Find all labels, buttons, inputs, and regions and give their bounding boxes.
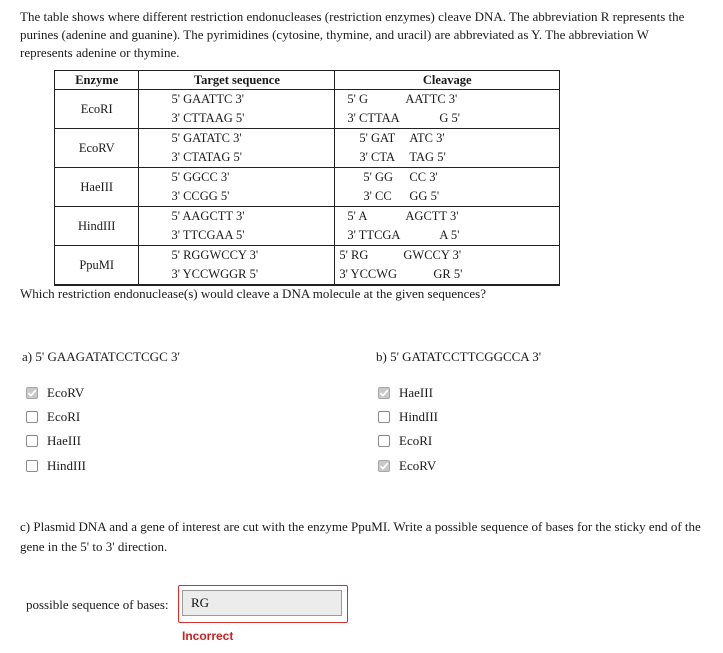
target-line: 3' CTATAG 5' (171, 150, 242, 164)
cleavage-fragment: 3' YCCWG (339, 267, 398, 281)
checkbox-checked[interactable] (26, 387, 38, 399)
feedback-incorrect: Incorrect (182, 629, 234, 643)
target-sequence (139, 168, 335, 207)
cleavage-site (335, 168, 560, 207)
answer-field-wrapper (178, 585, 348, 623)
enzyme-name: PpuMI (55, 246, 139, 286)
option-label: EcoRI (399, 433, 433, 448)
check-icon (27, 388, 37, 398)
option-label: EcoRI (47, 409, 81, 424)
target-line: 5' GGCC 3' (171, 170, 230, 184)
cleavage-site (335, 90, 560, 129)
cleavage-fragment: CC 3' (409, 170, 438, 184)
target-line: 3' CTTAAG 5' (171, 111, 245, 125)
part-a-option-hindiii[interactable] (26, 457, 86, 475)
enzyme-name: HaeIII (55, 168, 139, 207)
part-a-option-ecori[interactable] (26, 408, 80, 426)
cleavage-fragment: 5' GAT (359, 131, 396, 145)
target-line: 5' AAGCTT 3' (171, 209, 245, 223)
intro-text: The table shows where different restriction endonucleases (restriction enzymes) cleave DNA. The abbreviation R represents the purines (adenine and guanine). The pyrimidines (cytosine, thymine, and uracil) are abbreviated as Y. The abbreviation W represents adenine or thymine. (20, 9, 685, 60)
target-line: 3' YCCWGGR 5' (171, 267, 259, 281)
cleavage-fragment: 5' G (347, 92, 369, 106)
checkbox-checked[interactable] (378, 387, 390, 399)
option-label: HaeIII (399, 385, 433, 400)
checkbox[interactable] (378, 435, 390, 447)
enzyme-name: EcoRI (55, 90, 139, 129)
table-row (55, 168, 560, 207)
header-enzyme: Enzyme (55, 71, 139, 90)
table-row (55, 207, 560, 246)
cleavage-fragment: AATTC 3' (405, 92, 458, 106)
checkbox[interactable] (26, 460, 38, 472)
cleavage-fragment: 3' CTA (359, 150, 396, 164)
cleavage-fragment: G 5' (439, 111, 461, 125)
target-sequence (139, 246, 335, 286)
option-label: EcoRV (47, 385, 85, 400)
cleavage-site (335, 207, 560, 246)
cleavage-fragment: GWCCY 3' (403, 248, 462, 262)
part-b-sequence: b) 5' GATATCCTTCGGCCA 3' (376, 349, 542, 364)
target-sequence (139, 129, 335, 168)
cleavage-fragment: ATC 3' (409, 131, 445, 145)
target-line: 5' GATATC 3' (171, 131, 242, 145)
table-row (55, 90, 560, 129)
part-c-question: c) Plasmid DNA and a gene of interest are cut with the enzyme PpuMI. Write a possible sequence of bases for the sticky end of the gene in the 5' to 3' direction. (20, 519, 701, 554)
cleavage-site (335, 246, 560, 286)
option-label: EcoRV (399, 458, 437, 473)
check-icon (379, 461, 389, 471)
target-line: 5' GAATTC 3' (171, 92, 244, 106)
part-a-option-ecorv[interactable] (26, 384, 84, 402)
target-line: 5' RGGWCCY 3' (171, 248, 259, 262)
table-row (55, 246, 560, 286)
checkbox[interactable] (378, 411, 390, 423)
cleavage-fragment: 5' RG (339, 248, 369, 262)
cleavage-fragment: 5' A (347, 209, 368, 223)
header-target: Target sequence (139, 71, 335, 90)
part-b-option-ecorv[interactable] (378, 457, 436, 475)
target-line: 3' CCGG 5' (171, 189, 230, 203)
target-sequence (139, 90, 335, 129)
cleavage-fragment: GR 5' (433, 267, 463, 281)
enzyme-name: EcoRV (55, 129, 139, 168)
target-sequence (139, 207, 335, 246)
cleavage-fragment: 3' TTCGA (347, 228, 401, 242)
part-b-option-ecori[interactable] (378, 432, 432, 450)
checkbox[interactable] (26, 411, 38, 423)
option-label: HindIII (47, 458, 86, 473)
part-a-sequence: a) 5' GAAGATATCCTCGC 3' (22, 349, 180, 364)
check-icon (379, 388, 389, 398)
part-a-option-haeiii[interactable] (26, 432, 81, 450)
cleavage-fragment: AGCTT 3' (405, 209, 459, 223)
checkbox[interactable] (26, 435, 38, 447)
target-line: 3' TTCGAA 5' (171, 228, 245, 242)
enzyme-name: HindIII (55, 207, 139, 246)
answer-label: possible sequence of bases: (26, 597, 169, 612)
enzyme-table (54, 70, 560, 286)
table-row (55, 129, 560, 168)
cleavage-fragment: A 5' (439, 228, 460, 242)
option-label: HaeIII (47, 433, 81, 448)
part-b-option-haeiii[interactable] (378, 384, 433, 402)
header-cleavage: Cleavage (335, 71, 560, 90)
cleavage-fragment: 5' GG (363, 170, 394, 184)
cleavage-fragment: 3' CC (363, 189, 392, 203)
checkbox-checked[interactable] (378, 460, 390, 472)
option-label: HindIII (399, 409, 438, 424)
cleavage-fragment: 3' CTTAA (347, 111, 400, 125)
cleavage-site (335, 129, 560, 168)
question-text: Which restriction endonuclease(s) would cleave a DNA molecule at the given sequences? (20, 286, 487, 301)
part-b-option-hindiii[interactable] (378, 408, 438, 426)
cleavage-fragment: TAG 5' (409, 150, 446, 164)
answer-input[interactable] (182, 590, 342, 616)
cleavage-fragment: GG 5' (409, 189, 440, 203)
